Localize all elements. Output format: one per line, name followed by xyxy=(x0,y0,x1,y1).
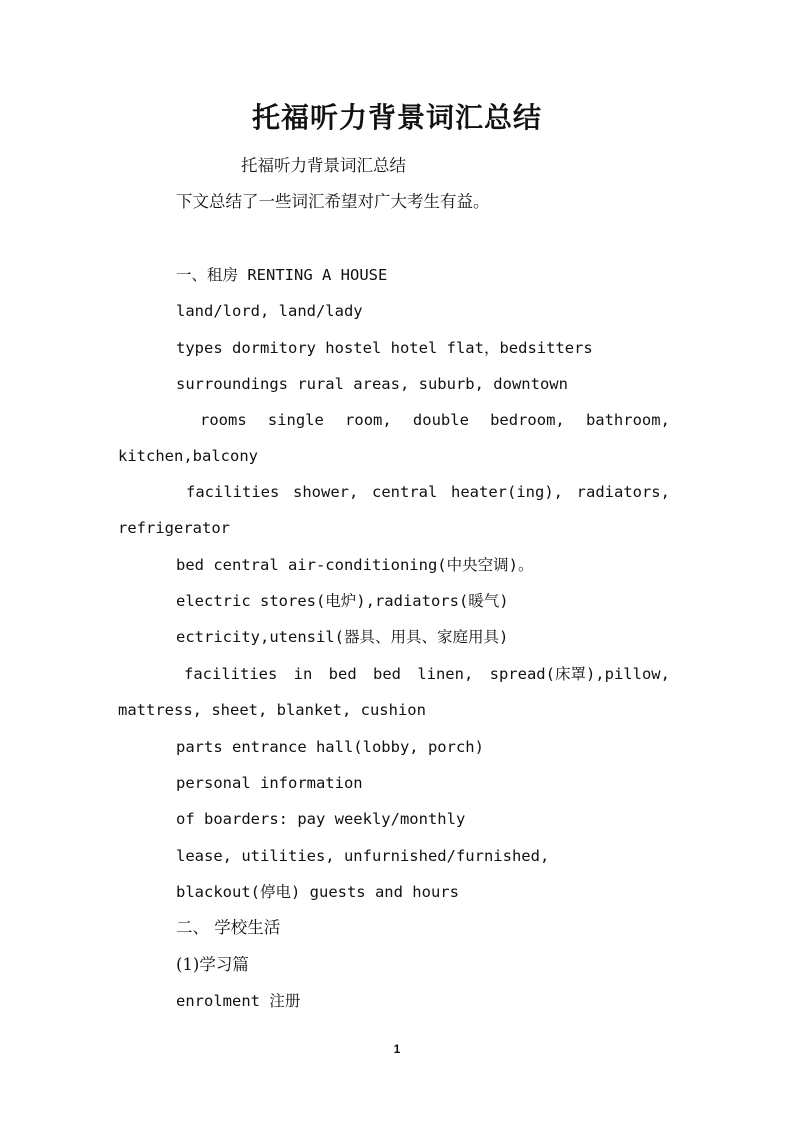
text-line-boarders: of boarders: pay weekly/monthly xyxy=(176,810,466,828)
page-title: 托福听力背景词汇总结 xyxy=(251,101,542,134)
word: bathroom, xyxy=(585,411,670,429)
word: bedroom, xyxy=(490,411,565,429)
text-line-enrolment: enrolment 注册 xyxy=(176,992,301,1010)
section-heading-school: 二、 学校生活 xyxy=(176,918,281,937)
word: mattress, sheet, blanket, cushion xyxy=(118,701,426,719)
text-line-types: types dormitory hostel hotel flat，bedsitters xyxy=(176,339,593,357)
justified-line-rooms xyxy=(118,402,670,438)
word: refrigerator xyxy=(118,519,230,537)
justified-line-bedding-cont xyxy=(118,692,670,728)
word: double xyxy=(412,411,469,429)
subsection-heading-study: (1)学习篇 xyxy=(176,955,249,974)
text-line-bed-central: bed central air-conditioning(中央空调)。 xyxy=(176,556,534,574)
text-line-landlord: land/lord, land/lady xyxy=(176,302,363,320)
word: single xyxy=(267,411,324,429)
word: rooms xyxy=(200,411,247,429)
section-heading-renting: 一、租房 RENTING A HOUSE xyxy=(176,266,388,284)
justified-line-facilities-cont xyxy=(118,510,670,546)
text-line-electricity: ectricity,utensil(器具、用具、家庭用具) xyxy=(176,628,509,646)
word: bed xyxy=(328,665,357,683)
paragraph-facilities xyxy=(118,474,670,546)
page-number: 1 xyxy=(393,1042,401,1056)
justified-line-bedding xyxy=(118,656,670,692)
paragraph-rooms xyxy=(118,402,670,474)
word: facilities xyxy=(184,665,278,683)
paragraph-bedding xyxy=(118,656,670,728)
text-line-surroundings: surroundings rural areas, suburb, downtown xyxy=(176,375,568,393)
word: linen, xyxy=(417,665,474,683)
text-line-blackout: blackout(停电) guests and hours xyxy=(176,883,459,901)
text-line-electric: electric stores(电炉),radiators(暖气) xyxy=(176,592,509,610)
word: room, xyxy=(345,411,392,429)
word: spread(床罩),pillow, xyxy=(489,665,670,683)
justified-line-facilities xyxy=(118,474,670,510)
word: central xyxy=(372,483,438,501)
text-line-lease: lease, utilities, unfurnished/furnished, xyxy=(176,847,550,865)
text-line-personal: personal information xyxy=(176,774,363,792)
word: radiators, xyxy=(576,483,670,501)
word: shower, xyxy=(293,483,359,501)
word: facilities xyxy=(186,483,280,501)
word: heater(ing), xyxy=(451,483,563,501)
word: in xyxy=(293,665,313,683)
word: kitchen,balcony xyxy=(118,447,258,465)
justified-line-rooms-cont xyxy=(118,438,670,474)
word: bed xyxy=(372,665,401,683)
text-line-parts: parts entrance hall(lobby, porch) xyxy=(176,738,484,756)
subtitle: 托福听力背景词汇总结 xyxy=(241,156,406,175)
intro-paragraph: 下文总结了一些词汇希望对广大考生有益。 xyxy=(176,192,490,211)
